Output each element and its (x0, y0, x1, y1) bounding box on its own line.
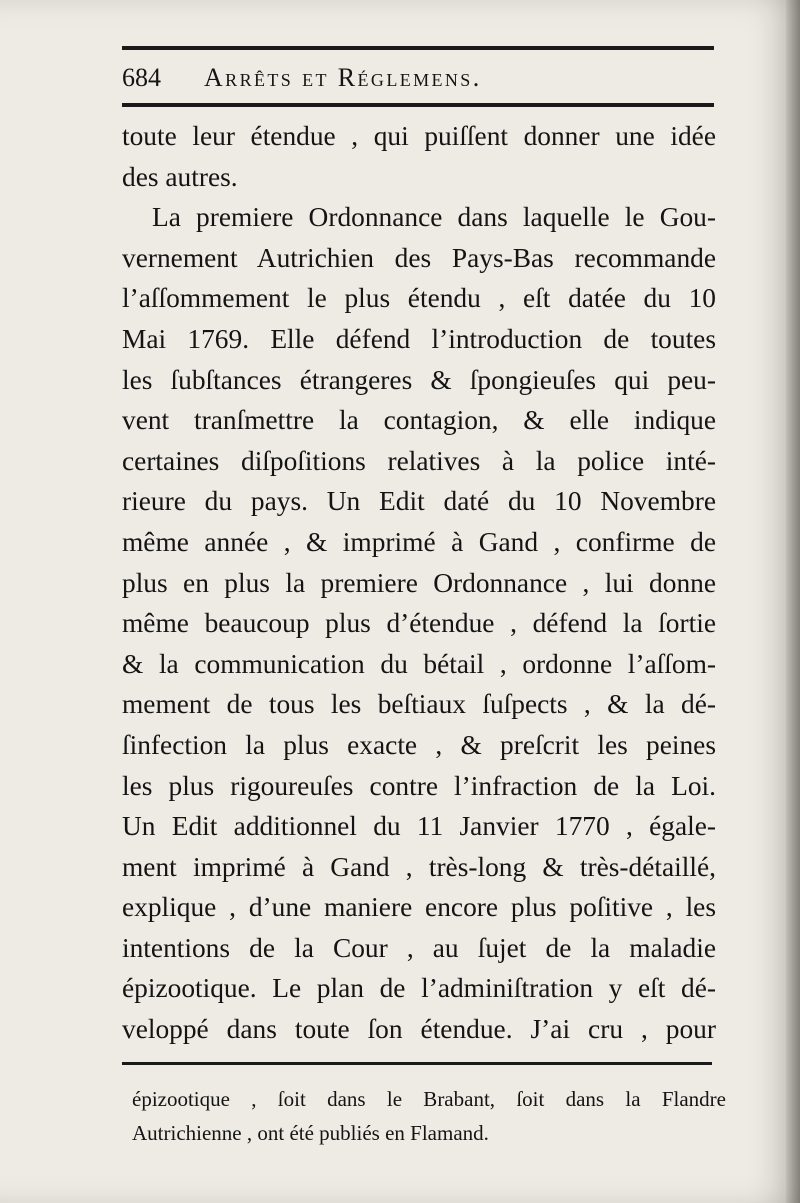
text-line: vent tranſmettre la contagion, & elle indique (122, 405, 716, 436)
body-text (122, 116, 716, 1050)
text-line: & la communication du bétail , ordonne l’aſſom- (122, 648, 716, 679)
text-line: même année , & imprimé à Gand , confirme de (122, 526, 716, 557)
text-line: même beaucoup plus d’étendue , défend la ſortie (122, 608, 716, 639)
text-line: les plus rigoureuſes contre l’infraction de la Loi. (122, 770, 716, 801)
running-head (122, 58, 714, 98)
text-line: veloppé dans toute ſon étendue. J’ai cru , pour (122, 1014, 716, 1045)
text-line: ſinfection la plus exacte , & preſcrit les peines (122, 729, 716, 760)
text-line: ment imprimé à Gand , très-long & très-détaillé, (122, 851, 716, 882)
footnote-rule (122, 1062, 712, 1065)
page-number: 684 (122, 63, 161, 92)
text-line: La premiere Ordonnance dans laquelle le Gou- (152, 202, 716, 233)
text-line: mement de tous les beſtiaux ſuſpects , & la dé- (122, 689, 716, 720)
text-line: épizootique. Le plan de l’adminiſtration y eſt dé- (122, 973, 716, 1004)
text-line: toute leur étendue , qui puiſſent donner une idée (122, 121, 716, 151)
footnote-line: épizootique , ſoit dans le Brabant, ſoit dans la Flandre (132, 1087, 726, 1111)
text-line: plus en plus la premiere Ordonnance , lui donne (122, 567, 716, 598)
text-line: rieure du pays. Un Edit daté du 10 Novembre (122, 486, 716, 517)
text-line: des autres. (122, 161, 238, 192)
text-line: les ſubſtances étrangeres & ſpongieuſes qui peu- (122, 364, 716, 395)
header-rule (122, 103, 714, 107)
page-gutter-shadow (786, 0, 800, 1203)
text-line: certaines diſpoſitions relatives à la police inté- (122, 445, 716, 476)
text-line: intentions de la Cour , au ſujet de la maladie (122, 932, 716, 963)
text-line: vernement Autrichien des Pays-Bas recommande (122, 242, 716, 273)
text-line: Mai 1769. Elle défend l’introduction de toutes (122, 323, 716, 354)
footnote (132, 1082, 726, 1150)
text-line: explique , d’une maniere encore plus poſitive , les (122, 892, 716, 923)
top-rule (122, 46, 714, 50)
running-title: Arrêts et Réglemens. (204, 63, 482, 92)
text-line: Un Edit additionnel du 11 Janvier 1770 , égale- (122, 811, 716, 842)
text-line: l’aſſommement le plus étendu , eſt datée du 10 (122, 283, 716, 314)
footnote-line: Autrichienne , ont été publiés en Flamand. (132, 1121, 489, 1145)
